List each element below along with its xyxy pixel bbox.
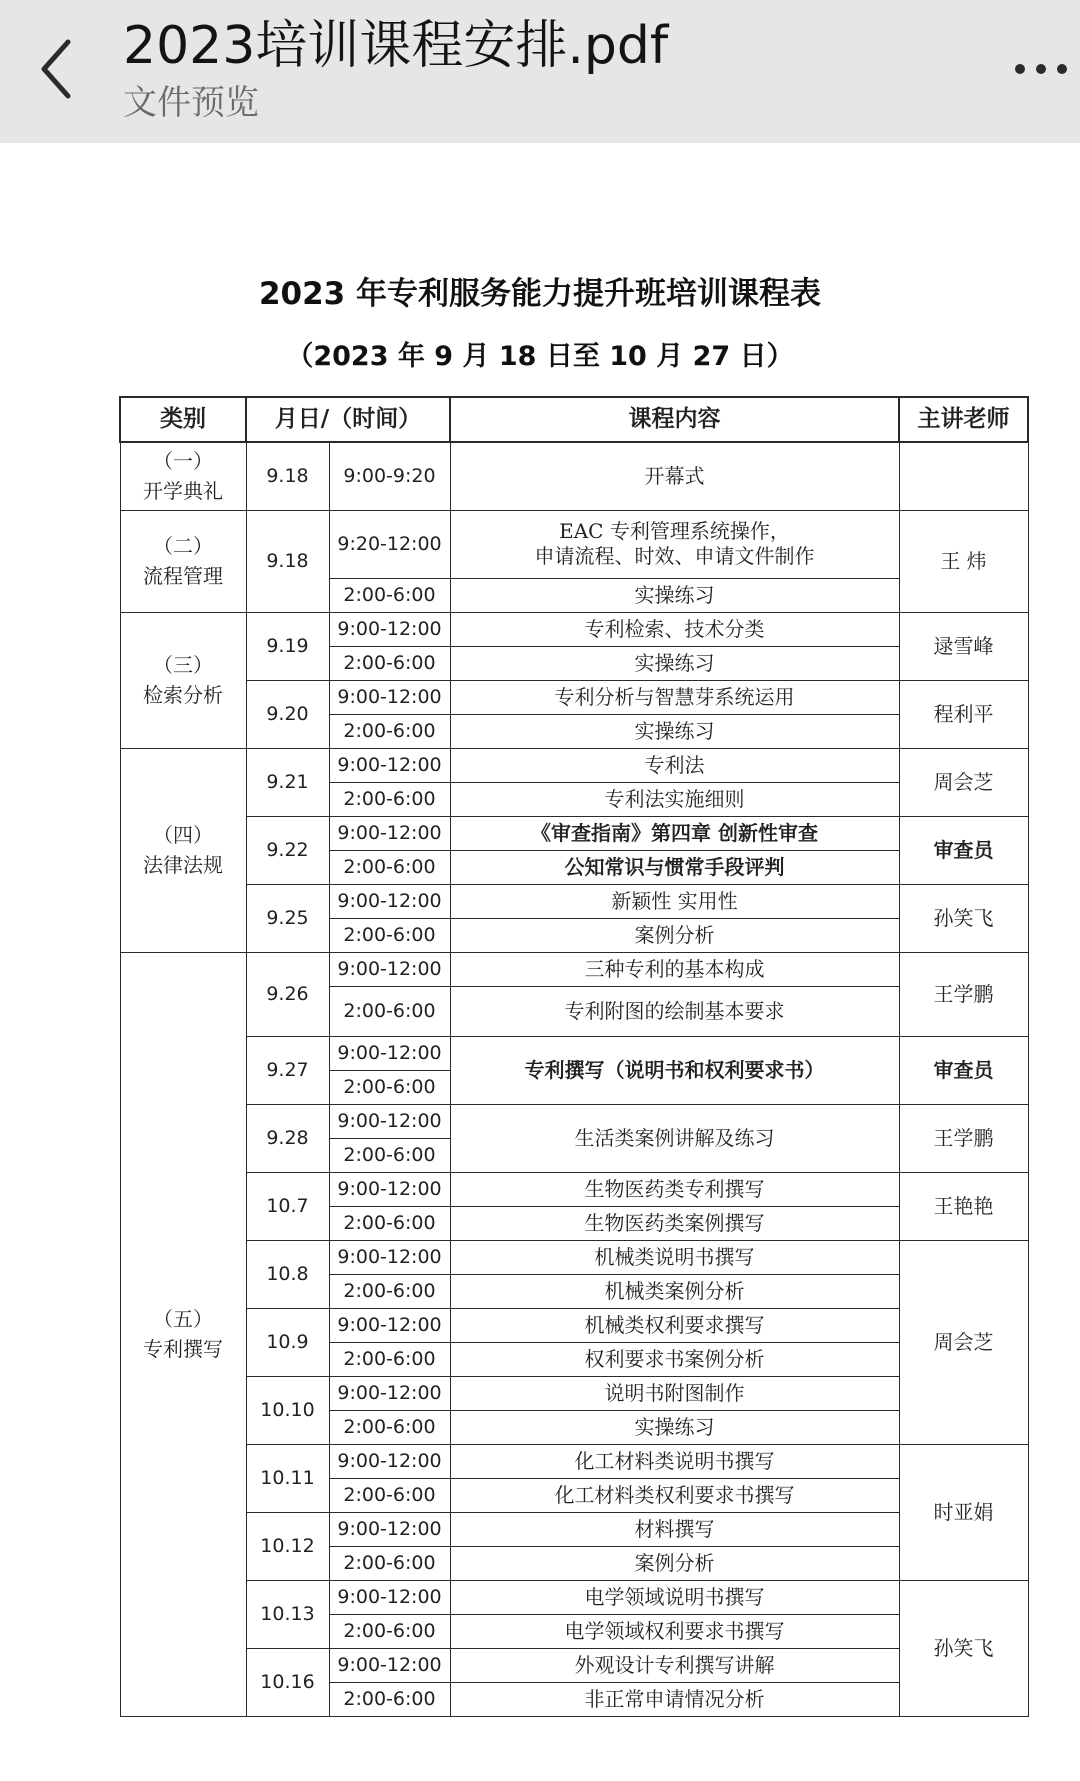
- course-cell: 《审查指南》第四章 创新性审查: [450, 816, 899, 850]
- course-cell: 实操练习: [450, 578, 899, 612]
- time-cell: 9:00-12:00: [329, 1648, 450, 1682]
- course-cell: 外观设计专利撰写讲解: [450, 1648, 899, 1682]
- teacher-cell: 审查员: [899, 816, 1028, 884]
- course-cell: 化工材料类说明书撰写: [450, 1444, 899, 1478]
- time-cell: 2:00-6:00: [329, 1206, 450, 1240]
- course-cell: 非正常申请情况分析: [450, 1682, 899, 1716]
- time-cell: 9:00-12:00: [329, 1172, 450, 1206]
- course-cell: 案例分析: [450, 1546, 899, 1580]
- course-line: 申请流程、时效、申请文件制作: [534, 544, 815, 568]
- table-row: [120, 510, 1028, 578]
- course-cell: 材料撰写: [450, 1512, 899, 1546]
- time-cell: 2:00-6:00: [329, 1682, 450, 1716]
- category-number: （五）: [153, 1307, 213, 1331]
- category-cell: [120, 612, 246, 748]
- course-cell: 化工材料类权利要求书撰写: [450, 1478, 899, 1512]
- table-row: [120, 816, 1028, 850]
- time-cell: 9:00-12:00: [329, 1104, 450, 1138]
- date-cell: 9.25: [246, 884, 329, 952]
- time-cell: 2:00-6:00: [329, 918, 450, 952]
- category-cell: [120, 442, 246, 510]
- category-number: （三）: [153, 653, 213, 677]
- teacher-cell: 周会芝: [899, 1240, 1028, 1444]
- course-cell: 实操练习: [450, 1410, 899, 1444]
- time-cell: 9:00-12:00: [329, 1308, 450, 1342]
- teacher-cell: 王学鹏: [899, 1104, 1028, 1172]
- category-number: （一）: [153, 449, 213, 474]
- table-row: [120, 884, 1028, 918]
- table-row: [120, 748, 1028, 782]
- teacher-cell: 审查员: [899, 1036, 1028, 1104]
- time-cell: 9:00-12:00: [329, 1036, 450, 1070]
- category-cell: [120, 952, 246, 1716]
- teacher-cell: 程利平: [899, 680, 1028, 748]
- time-cell: 2:00-6:00: [329, 1546, 450, 1580]
- date-cell: 10.13: [246, 1580, 329, 1648]
- file-preview-label: 文件预览: [123, 83, 259, 123]
- category-cell: [120, 510, 246, 612]
- time-cell: 2:00-6:00: [329, 1138, 450, 1172]
- course-cell: 实操练习: [450, 646, 899, 680]
- date-cell: 10.10: [246, 1376, 329, 1444]
- course-cell: 新颖性 实用性: [450, 884, 899, 918]
- back-button[interactable]: [34, 36, 84, 102]
- time-cell: 9:00-12:00: [329, 1376, 450, 1410]
- time-cell: 9:00-12:00: [329, 816, 450, 850]
- time-cell: 2:00-6:00: [329, 1614, 450, 1648]
- course-cell: 实操练习: [450, 714, 899, 748]
- date-cell: 9.27: [246, 1036, 329, 1104]
- course-cell: 三种专利的基本构成: [450, 952, 899, 986]
- time-cell: 9:00-12:00: [329, 1512, 450, 1546]
- column-header: 类别: [120, 397, 246, 442]
- course-cell: 专利法实施细则: [450, 782, 899, 816]
- more-button[interactable]: [1012, 54, 1070, 84]
- table-row: [120, 1104, 1028, 1138]
- teacher-cell: 孙笑飞: [899, 1580, 1028, 1716]
- teacher-cell: [899, 442, 1028, 510]
- table-row: [120, 442, 1028, 510]
- category-name: 法律法规: [143, 853, 223, 877]
- category-name: 检索分析: [143, 683, 223, 707]
- time-cell: 2:00-6:00: [329, 714, 450, 748]
- date-cell: 9.22: [246, 816, 329, 884]
- table-row: [120, 952, 1028, 986]
- table-row: [120, 1036, 1028, 1070]
- date-cell: 9.20: [246, 680, 329, 748]
- ellipsis-icon: [1012, 54, 1070, 84]
- table-row: [120, 1240, 1028, 1274]
- pdf-preview[interactable]: [0, 143, 1080, 1781]
- time-cell: 9:00-12:00: [329, 748, 450, 782]
- course-cell: 权利要求书案例分析: [450, 1342, 899, 1376]
- course-cell: 生物医药类专利撰写: [450, 1172, 899, 1206]
- date-cell: 10.12: [246, 1512, 329, 1580]
- course-cell: 生活类案例讲解及练习: [450, 1104, 899, 1172]
- file-title: 2023培训课程安排.pdf: [123, 16, 669, 76]
- time-cell: 2:00-6:00: [329, 1070, 450, 1104]
- time-cell: 9:00-12:00: [329, 612, 450, 646]
- date-cell: 10.16: [246, 1648, 329, 1716]
- table-row: [120, 1648, 1028, 1682]
- course-cell: 案例分析: [450, 918, 899, 952]
- date-cell: 10.9: [246, 1308, 329, 1376]
- category-name: 开学典礼: [143, 479, 223, 504]
- top-bar: [0, 0, 1080, 143]
- teacher-cell: 王艳艳: [899, 1172, 1028, 1240]
- time-cell: 9:00-12:00: [329, 1240, 450, 1274]
- course-cell: 专利撰写（说明书和权利要求书）: [450, 1036, 899, 1104]
- course-cell: 说明书附图制作: [450, 1376, 899, 1410]
- date-cell: 9.28: [246, 1104, 329, 1172]
- table-row: [120, 1172, 1028, 1206]
- table-row: [120, 1444, 1028, 1478]
- time-cell: 2:00-6:00: [329, 578, 450, 612]
- table-row: [120, 680, 1028, 714]
- time-cell: 9:20-12:00: [329, 510, 450, 578]
- course-cell: 专利分析与智慧芽系统运用: [450, 680, 899, 714]
- time-cell: 2:00-6:00: [329, 1342, 450, 1376]
- date-cell: 10.8: [246, 1240, 329, 1308]
- course-cell: 专利法: [450, 748, 899, 782]
- course-cell: [450, 510, 899, 578]
- teacher-cell: 逯雪峰: [899, 612, 1028, 680]
- time-cell: 2:00-6:00: [329, 1274, 450, 1308]
- time-cell: 2:00-6:00: [329, 986, 450, 1036]
- teacher-cell: 时亚娟: [899, 1444, 1028, 1580]
- date-cell: 9.21: [246, 748, 329, 816]
- time-cell: 9:00-12:00: [329, 1580, 450, 1614]
- chevron-left-icon: [34, 36, 84, 102]
- course-schedule-table: [119, 396, 1029, 1717]
- table-row: [120, 1376, 1028, 1410]
- course-cell: 专利检索、技术分类: [450, 612, 899, 646]
- date-cell: 9.18: [246, 442, 329, 510]
- course-cell: 机械类说明书撰写: [450, 1240, 899, 1274]
- table-row: [120, 612, 1028, 646]
- course-cell: 开幕式: [450, 442, 899, 510]
- teacher-cell: 孙笑飞: [899, 884, 1028, 952]
- time-cell: 9:00-12:00: [329, 680, 450, 714]
- category-number: （四）: [153, 823, 213, 847]
- time-cell: 2:00-6:00: [329, 782, 450, 816]
- time-cell: 2:00-6:00: [329, 646, 450, 680]
- course-cell: 电学领域说明书撰写: [450, 1580, 899, 1614]
- column-header: 课程内容: [450, 397, 899, 442]
- date-cell: 10.11: [246, 1444, 329, 1512]
- time-cell: 2:00-6:00: [329, 1410, 450, 1444]
- document-date-range: （2023 年 9 月 18 日至 10 月 27 日）: [286, 341, 794, 372]
- category-number: （二）: [153, 534, 213, 558]
- table-row: [120, 1308, 1028, 1342]
- teacher-cell: 王学鹏: [899, 952, 1028, 1036]
- date-cell: 9.26: [246, 952, 329, 1036]
- course-cell: 电学领域权利要求书撰写: [450, 1614, 899, 1648]
- category-name: 流程管理: [143, 564, 223, 588]
- time-cell: 9:00-12:00: [329, 1444, 450, 1478]
- date-cell: 9.19: [246, 612, 329, 680]
- document-title: 2023 年专利服务能力提升班培训课程表: [258, 276, 822, 312]
- category-cell: [120, 748, 246, 952]
- table-row: [120, 1512, 1028, 1546]
- time-cell: 2:00-6:00: [329, 1478, 450, 1512]
- course-cell: 公知常识与惯常手段评判: [450, 850, 899, 884]
- course-cell: 生物医药类案例撰写: [450, 1206, 899, 1240]
- course-cell: 机械类案例分析: [450, 1274, 899, 1308]
- teacher-cell: 周会芝: [899, 748, 1028, 816]
- time-cell: 2:00-6:00: [329, 850, 450, 884]
- table-header-row: [120, 397, 1028, 442]
- time-cell: 9:00-12:00: [329, 952, 450, 986]
- date-cell: 10.7: [246, 1172, 329, 1240]
- teacher-cell: 王 炜: [899, 510, 1028, 612]
- column-header: 月日/（时间）: [246, 397, 450, 442]
- table-row: [120, 1580, 1028, 1614]
- time-cell: 9:00-9:20: [329, 442, 450, 510]
- category-name: 专利撰写: [143, 1337, 223, 1361]
- time-cell: 9:00-12:00: [329, 884, 450, 918]
- course-line: EAC 专利管理系统操作，: [559, 519, 790, 543]
- course-cell: 机械类权利要求撰写: [450, 1308, 899, 1342]
- date-cell: 9.18: [246, 510, 329, 612]
- column-header: 主讲老师: [899, 397, 1028, 442]
- course-cell: 专利附图的绘制基本要求: [450, 986, 899, 1036]
